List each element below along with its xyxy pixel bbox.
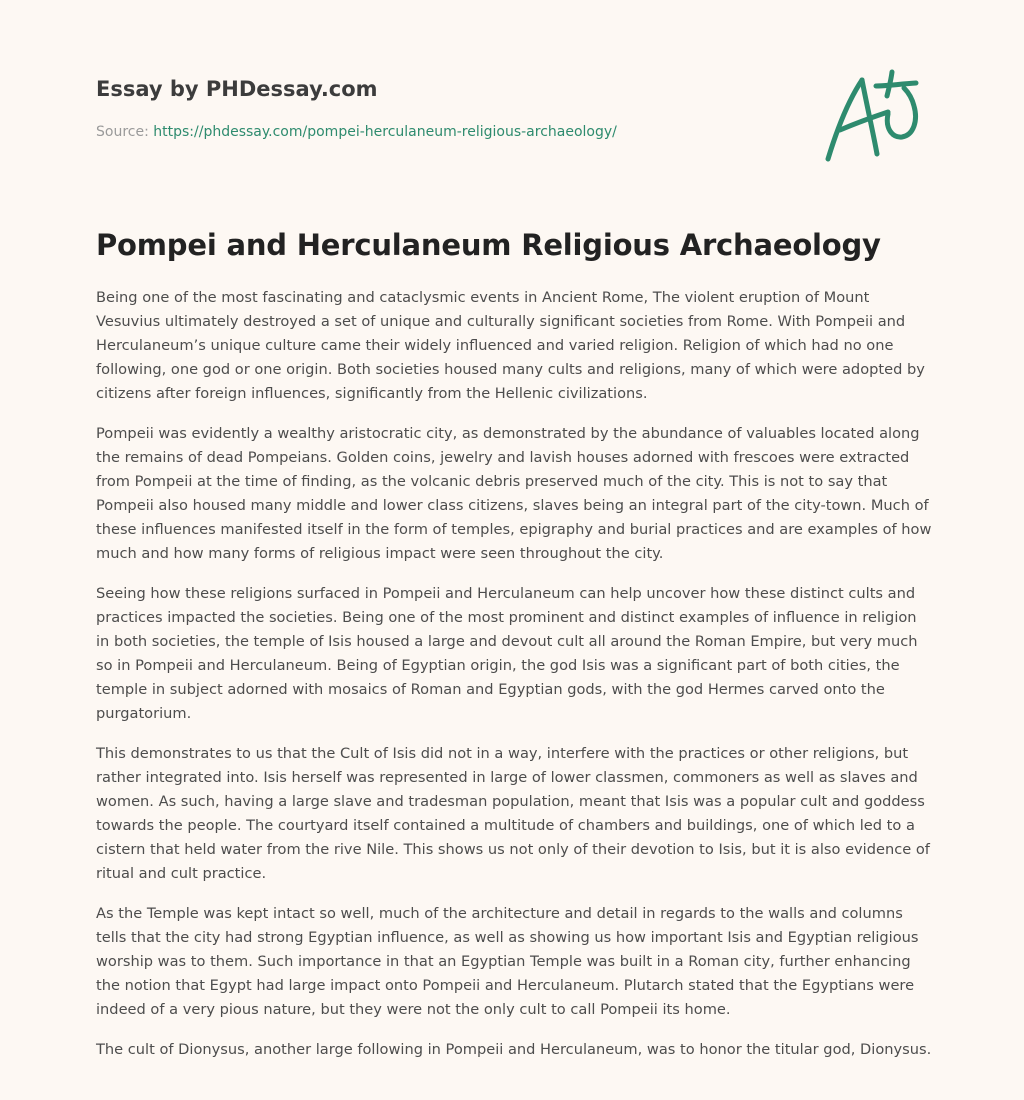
source-line xyxy=(96,122,796,142)
source-label: Source: xyxy=(96,124,149,140)
essay-header xyxy=(96,74,796,142)
paragraph: This demonstrates to us that the Cult of Isis did not in a way, interfere with the practices or other religions, but rather integrated into. Isis herself was represented in large of lower classmen, commoners as well as slaves and women. As such, having a large slave and tradesman population, meant that Isis was a popular cult and goddess towards the people. The courtyard itself contained a multitude of chambers and buildings, one of which led to a cistern that held water from the rive Nile. This shows us not only of their devotion to Isis, but it is also evidence of ritual and cult practice. xyxy=(96,745,930,882)
paragraph: Seeing how these religions surfaced in Pompeii and Herculaneum can help uncover how these distinct cults and practices impacted the societies. Being one of the most prominent and distinct examples of influence in religion in both societies, the temple of Isis housed a large and devout cult all around the Roman Empire, but very much so in Pompeii and Herculaneum. Being of Egyptian origin, the god Isis was a significant part of both cities, the temple in subject adorned with mosaics of Roman and Egyptian gods, with the god Hermes carved onto the purgatorium. xyxy=(96,585,918,722)
essay-title: Pompei and Herculaneum Religious Archaeology xyxy=(96,228,881,262)
source-link[interactable]: https://phdessay.com/pompei-herculaneum-religious-archaeology/ xyxy=(153,124,617,140)
paragraph: Pompeii was evidently a wealthy aristocratic city, as demonstrated by the abundance of valuables located along the remains of dead Pompeians. Golden coins, jewelry and lavish houses adorned with frescoes were extracted from Pompeii at the time of finding, as the volcanic debris preserved much of the city. This is not to say that Pompeii also housed many middle and lower class citizens, slaves being an integral part of the city-town. Much of these influences manifested itself in the form of temples, epigraphy and burial practices and are examples of how much and how many forms of religious impact were seen throughout the city. xyxy=(96,425,932,562)
essay-body xyxy=(96,286,934,1078)
a-plus-grade-icon xyxy=(820,66,930,166)
paragraph: As the Temple was kept intact so well, much of the architecture and detail in regards to the walls and columns tells that the city had strong Egyptian influence, as well as showing us how important Isis and Egyptian religious worship was to them. Such importance in that an Egyptian Temple was built in a Roman city, further enhancing the notion that Egypt had large impact onto Pompeii and Herculaneum. Plutarch stated that the Egyptians were indeed of a very pious nature, but they were not the only cult to call Pompeii its home. xyxy=(96,905,919,1018)
paragraph: Being one of the most fascinating and cataclysmic events in Ancient Rome, The violent eruption of Mount Vesuvius ultimately destroyed a set of unique and culturally significant societies from Rome. With Pompeii and Herculaneum’s unique culture came their widely influenced and varied religion. Religion of which had no one following, one god or one origin. Both societies housed many cults and religions, many of which were adopted by citizens after foreign influences, significantly from the Hellenic civilizations. xyxy=(96,289,925,402)
brand-title: Essay by PHDessay.com xyxy=(96,77,378,101)
paragraph: The cult of Dionysus, another large following in Pompeii and Herculaneum, was to honor the titular god, Dionysus. xyxy=(96,1041,932,1058)
